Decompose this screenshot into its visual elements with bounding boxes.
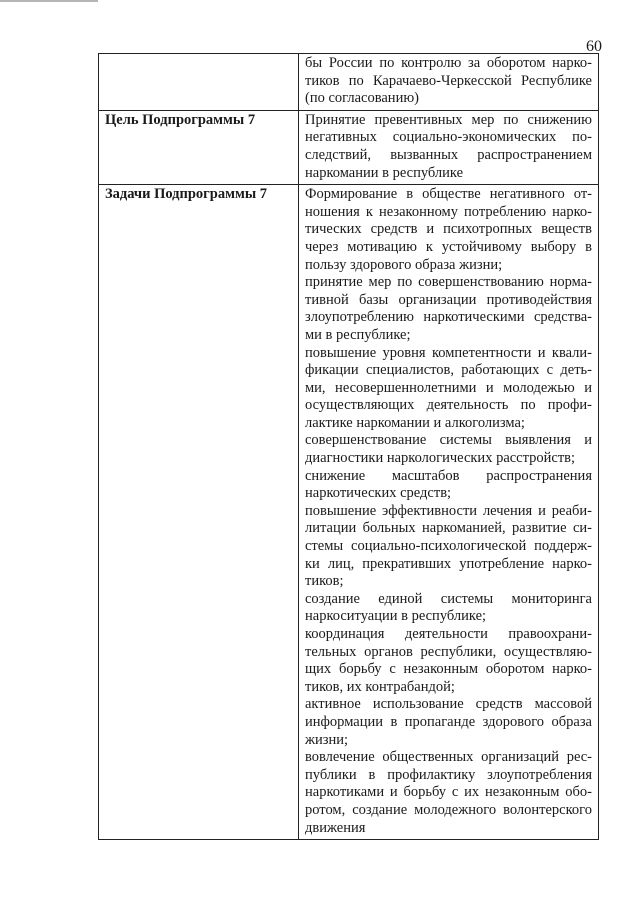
- content-line: повышение уровня компетентности и квали-: [305, 344, 592, 361]
- content-line: вовлечение общественных организаций рес-: [305, 749, 592, 766]
- content-line: снижение масштабов распространения: [305, 467, 592, 484]
- content-line: ми, несовершеннолетними и молодежью и: [305, 379, 592, 396]
- content-line: движения: [305, 819, 366, 836]
- table-row-continuation: [99, 54, 599, 111]
- content-line: наркоситуации в республике;: [305, 608, 487, 625]
- content-line: тельных органов республики, осуществляю-: [305, 643, 592, 660]
- content-line: Принятие превентивных мер по снижению: [305, 111, 592, 128]
- row-content: [299, 110, 599, 184]
- row-content: [299, 54, 599, 111]
- content-line: ротом, создание молодежного волонтерского: [305, 801, 592, 818]
- page-number: 60: [586, 38, 602, 55]
- content-line: негативных социально-экономических по-: [305, 129, 592, 146]
- content-line: лактике наркомании и алкоголизма;: [305, 414, 525, 431]
- content-line: пользу здорового образа жизни;: [305, 256, 503, 273]
- table-row-goal: [99, 110, 599, 184]
- table-body: [99, 54, 599, 840]
- content-line: информации в пропаганде здорового образа: [305, 713, 592, 730]
- row-label: Задачи Подпрограммы 7: [99, 185, 299, 840]
- content-line: стемы социально-психологической поддерж-: [305, 538, 592, 555]
- content-line: повышение эффективности лечения и реаби-: [305, 502, 592, 519]
- content-line: бы России по контролю за оборотом нарко-: [305, 55, 592, 71]
- content-line: координация деятельности правоохрани-: [305, 626, 592, 642]
- content-line: наркомании в республике: [305, 164, 464, 181]
- content-line: принятие мер по совершенствованию норма-: [305, 274, 592, 291]
- content-line: публики в профилактику злоупотребления: [305, 766, 592, 783]
- content-line: злоупотреблению наркотическими средства-: [305, 309, 592, 326]
- table-row-tasks: [99, 185, 599, 840]
- content-line: наркотических средств;: [305, 485, 452, 502]
- content-line: ношения к незаконному потреблению нарко-: [305, 203, 592, 220]
- content-line: следствий, вызванных распространением: [305, 146, 592, 163]
- content-line: активное использование средств массовой: [305, 696, 592, 713]
- subprogram-table: [98, 53, 599, 840]
- scan-edge-mark: [0, 0, 98, 2]
- content-line: ми в республике;: [305, 326, 411, 343]
- content-line: фикации специалистов, работающих с деть-: [305, 362, 592, 379]
- content-line: тивной базы организации противодействия: [305, 291, 592, 308]
- content-line: тиков, их контрабандой;: [305, 678, 455, 695]
- content-line: осуществляющих деятельность по профи-: [305, 397, 592, 414]
- content-line: Формирование в обществе негативного от-: [305, 186, 592, 203]
- content-line: (по согласованию): [305, 90, 419, 107]
- row-label: Цель Подпрограммы 7: [99, 110, 299, 184]
- content-line: ки лиц, прекративших употребление нарко-: [305, 555, 592, 572]
- row-label: [99, 54, 299, 111]
- content-line: тиков по Карачаево-Черкесской Республике: [305, 72, 592, 89]
- content-line: тиков;: [305, 573, 344, 590]
- content-line: тических средств и психотропных веществ: [305, 221, 592, 238]
- content-line: щих борьбу с незаконным оборотом нарко-: [305, 661, 592, 678]
- content-line: через мотивацию к устойчивому выбору в: [305, 238, 592, 255]
- content-line: жизни;: [305, 731, 349, 748]
- content-line: диагностики наркологических расстройств;: [305, 450, 576, 467]
- row-content: [299, 185, 599, 840]
- content-line: совершенствование системы выявления и: [305, 432, 592, 449]
- content-line: литации больных наркоманией, развитие си-: [305, 520, 592, 537]
- content-line: создание единой системы мониторинга: [305, 590, 592, 607]
- content-line: наркотиками и борьбу с их незаконным обо-: [305, 784, 592, 801]
